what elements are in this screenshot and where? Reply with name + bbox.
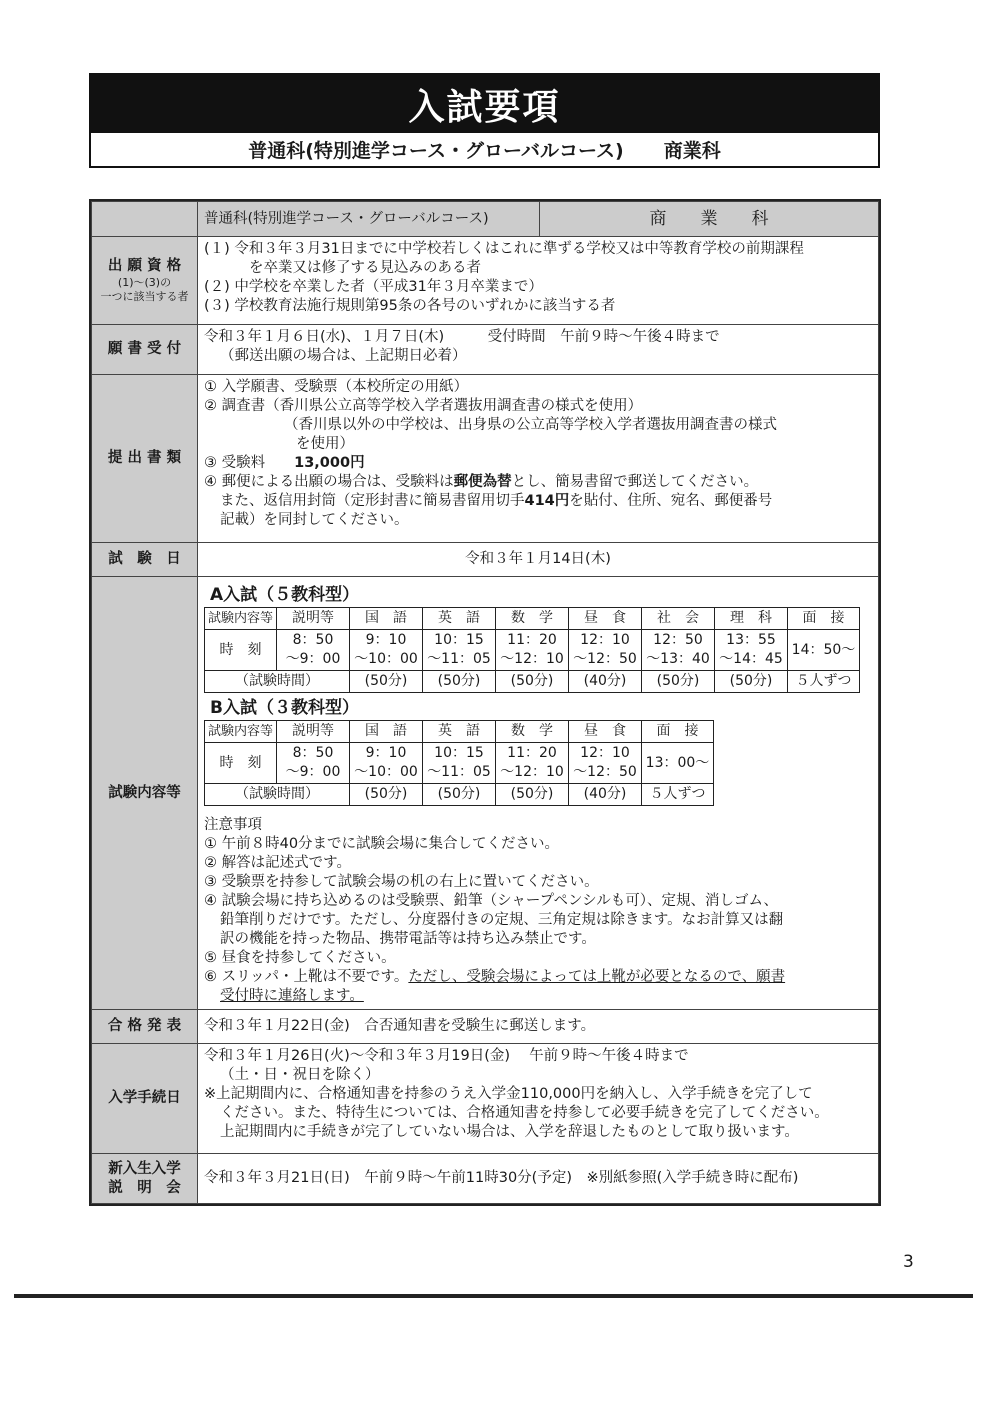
schedule-time-start: 12：10 xyxy=(580,632,630,648)
schedule-subject: 英 語 xyxy=(423,608,496,630)
schedule-duration: (50分) xyxy=(496,784,569,806)
schedule-time-start: 13：55 xyxy=(726,632,776,648)
schedule-subject: 昼 食 xyxy=(569,721,642,743)
schedule-subject: 社 会 xyxy=(642,608,715,630)
footer-rule xyxy=(14,1294,973,1298)
content-ganuke: 令和３年１月６日(水)、１月７日(木) 受付時間 午前９時～午後４時まで （郵送出願の場合は、上記期日必着） xyxy=(198,325,879,375)
schedule-duration: (50分) xyxy=(642,671,715,693)
label-shutsugan: 出 願 資 格 (1)～(3)の 一つに該当する者 xyxy=(92,237,198,325)
label-naiyou: 試験内容等 xyxy=(92,577,198,1010)
page-title: 入試要項 xyxy=(91,75,878,133)
content-shutsugan: (１) 令和３年３月31日までに中学校若しくはこれに準ずる学校又は中等教育学校の前期課程 を卒業又は修了する見込みのある者 (２) 中学校を卒業した者（平成31年３月卒業まで） (３) 学校教育法施行規則第95条の各号のいずれかに該当する者 xyxy=(198,237,879,325)
schedule-time-head: 時 刻 xyxy=(205,743,277,784)
schedule-time-end: ～13：40 xyxy=(646,651,710,667)
schedule-subject: 国 語 xyxy=(350,608,423,630)
schedule-subject: 面 接 xyxy=(642,721,714,743)
exam-a-title: A入試（５教科型） xyxy=(210,585,360,605)
schedule-header-row xyxy=(205,608,860,630)
main-table xyxy=(91,201,879,1204)
schedule-time-end: ～10：00 xyxy=(354,651,418,667)
schedule-time-start: 12：10 xyxy=(580,745,630,761)
schedule-subject: 国 語 xyxy=(350,721,423,743)
title-box xyxy=(89,73,880,168)
label-ganuke: 願 書 受 付 xyxy=(92,325,198,375)
header-row xyxy=(92,202,879,237)
schedule-time-start: 10：15 xyxy=(434,632,484,648)
content-setsumei: 令和３年３月21日(日) 午前９時～午前11時30分(予定) ※別紙参照(入学手続き時に配布) xyxy=(198,1154,879,1204)
schedule-subject: 昼 食 xyxy=(569,608,642,630)
schedule-time-start: 13：00～ xyxy=(645,754,710,771)
subtitle-left: 普通科(特別進学コース・グローバルコース) xyxy=(248,140,624,162)
schedule-time xyxy=(788,630,860,671)
schedule-table-b xyxy=(204,720,714,806)
schedule-duration: (50分) xyxy=(423,671,496,693)
schedule-time xyxy=(350,743,423,784)
row-shikenbi xyxy=(92,543,879,577)
schedule-duration: (50分) xyxy=(715,671,788,693)
schedule-time-start: 12：50 xyxy=(653,632,703,648)
schedule-time xyxy=(496,630,569,671)
row-teishutsu xyxy=(92,375,879,543)
schedule-time-row xyxy=(205,743,714,784)
schedule-duration-head: （試験時間） xyxy=(205,671,350,693)
subtitle-right: 商業科 xyxy=(663,140,721,162)
schedule-time-end: ～11：05 xyxy=(427,651,491,667)
schedule-time xyxy=(423,743,496,784)
schedule-time xyxy=(496,743,569,784)
schedule-subject: 英 語 xyxy=(423,721,496,743)
row-shutsugan xyxy=(92,237,879,325)
schedule-time-end: ～12：50 xyxy=(573,764,637,780)
schedule-time xyxy=(569,630,642,671)
schedule-time-head: 時 刻 xyxy=(205,630,277,671)
row-naiyou xyxy=(92,577,879,1010)
content-tetsuzuki: 令和３年１月26日(火)～令和３年３月19日(金) 午前９時～午後４時まで （土・日・祝日を除く） ※上記期間内に、合格通知書を持参のうえ入学金110,000円を納入し、入学手続きを完了して ください。また、特待生については、合格通知書を持参して必要手続きを完了してください。 上記期間内に手続きが完了していない場合は、入学を辞退したものとして取り扱います。 xyxy=(198,1044,879,1154)
page-number: 3 xyxy=(903,1252,914,1272)
schedule-duration: (50分) xyxy=(423,784,496,806)
schedule-time xyxy=(642,743,714,784)
schedule-time xyxy=(277,743,350,784)
schedule-time-start: 9：10 xyxy=(365,745,407,761)
schedule-time-end: ～11：05 xyxy=(427,764,491,780)
schedule-subject: 数 学 xyxy=(496,608,569,630)
schedule-time xyxy=(715,630,788,671)
schedule-time-start: 14：50～ xyxy=(791,641,856,658)
schedule-duration: ５人ずつ xyxy=(642,784,714,806)
schedule-subject: 説明等 xyxy=(277,608,350,630)
schedule-duration: (50分) xyxy=(350,784,423,806)
content-naiyou xyxy=(198,577,879,1010)
schedule-time-row xyxy=(205,630,860,671)
schedule-row-head: 試験内容等 xyxy=(205,721,277,743)
schedule-duration-row xyxy=(205,671,860,693)
schedule-subject: 数 学 xyxy=(496,721,569,743)
schedule-time-start: 10：15 xyxy=(434,745,484,761)
schedule-table-a xyxy=(204,607,860,693)
schedule-subject: 面 接 xyxy=(788,608,860,630)
schedule-duration-row xyxy=(205,784,714,806)
content-shikenbi: 令和３年１月14日(木) xyxy=(198,543,879,577)
content-goukaku: 令和３年１月22日(金) 合否通知書を受験生に郵送します。 xyxy=(198,1010,879,1044)
schedule-time xyxy=(642,630,715,671)
exam-b-title: B入試（３教科型） xyxy=(210,698,359,718)
schedule-time-end: ～9：00 xyxy=(285,764,341,780)
schedule-time-end: ～12：10 xyxy=(500,764,564,780)
schedule-time-end: ～10：00 xyxy=(354,764,418,780)
label-shikenbi: 試 験 日 xyxy=(92,543,198,577)
main-table-wrap xyxy=(89,199,881,1206)
header-left: 普通科(特別進学コース・グローバルコース) xyxy=(198,202,540,236)
schedule-duration: (40分) xyxy=(569,671,642,693)
schedule-time-start: 8：50 xyxy=(292,632,334,648)
schedule-header-row xyxy=(205,721,714,743)
row-setsumei xyxy=(92,1154,879,1204)
schedule-time xyxy=(277,630,350,671)
schedule-time-end: ～12：50 xyxy=(573,651,637,667)
schedule-time-end: ～14：45 xyxy=(719,651,783,667)
schedule-time-end: ～9：00 xyxy=(285,651,341,667)
schedule-time-end: ～12：10 xyxy=(500,651,564,667)
label-goukaku: 合 格 発 表 xyxy=(92,1010,198,1044)
schedule-time xyxy=(350,630,423,671)
notes: 注意事項 ① 午前８時40分までに試験会場に集合してください。 ② 解答は記述式です。 ③ 受験票を持参して試験会場の机の右上に置いてください。 ④ 試験会場に持ち込めるのは受験票、鉛筆（シャープペンシルも可）、定規、消しゴム、 鉛筆削りだけです。ただし、分度器付きの定規、三角定規は除きます。なお計算又は翻 訳の機能を持った物品、携帯電話等は持ち込み禁止です。 ⑤ 昼食を持参してください。 ⑥ スリッパ・上靴は不要です。ただし、受験会場によっては上靴が必要となるので、願書 受付時に連絡します。 xyxy=(204,817,786,1004)
row-goukaku xyxy=(92,1010,879,1044)
schedule-duration: ５人ずつ xyxy=(788,671,860,693)
schedule-time xyxy=(569,743,642,784)
schedule-subject: 説明等 xyxy=(277,721,350,743)
label-teishutsu: 提 出 書 類 xyxy=(92,375,198,543)
schedule-row-head: 試験内容等 xyxy=(205,608,277,630)
schedule-time-start: 11：20 xyxy=(507,632,557,648)
label-tetsuzuki: 入学手続日 xyxy=(92,1044,198,1154)
schedule-duration: (50分) xyxy=(496,671,569,693)
schedule-subject: 理 科 xyxy=(715,608,788,630)
schedule-duration-head: （試験時間） xyxy=(205,784,350,806)
schedule-duration: (40分) xyxy=(569,784,642,806)
header-right: 商 業 科 xyxy=(649,208,769,229)
schedule-time-start: 8：50 xyxy=(292,745,334,761)
schedule-duration: (50分) xyxy=(350,671,423,693)
row-tetsuzuki xyxy=(92,1044,879,1154)
content-teishutsu: ① 入学願書、受験票（本校所定の用紙） ② 調査書（香川県公立高等学校入学者選抜用調査書の様式を使用） （香川県以外の中学校は、出身県の公立高等学校入学者選抜用調査書の様式 を使用） ③ 受験料 13,000円 ④ 郵便による出願の場合は、受験料は郵便為替とし、簡易書留で郵送してください。 また、返信用封筒（定形封書に簡易書留用切手414円を貼付、住所、宛名、郵便番号 記載）を同封してください。 xyxy=(198,375,879,543)
schedule-time-start: 9：10 xyxy=(365,632,407,648)
row-ganuke xyxy=(92,325,879,375)
schedule-time-start: 11：20 xyxy=(507,745,557,761)
label-setsumei: 新入生入学 説 明 会 xyxy=(92,1154,198,1204)
schedule-time xyxy=(423,630,496,671)
subtitle xyxy=(91,133,878,166)
